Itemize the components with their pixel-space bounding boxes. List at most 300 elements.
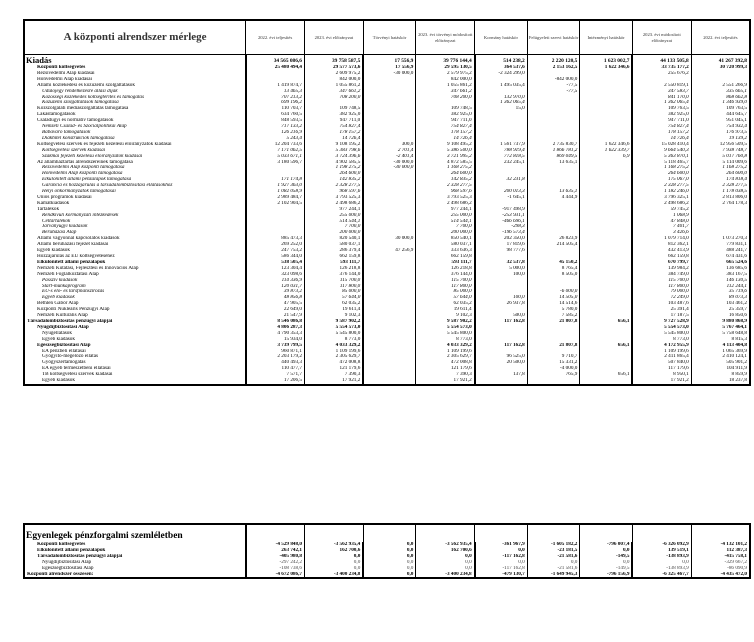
- cell-value: 4 113 404,8: [691, 343, 750, 349]
- cell-value: 0,0: [305, 554, 364, 560]
- cell-value: 5 767 464,1: [691, 325, 750, 331]
- cell-value: 9 587 902,2: [305, 319, 364, 325]
- column-header: Törvényi hatáskör: [363, 20, 416, 55]
- cell-value: 842 000,0: [305, 77, 364, 83]
- row-label: Állami közlekedési és közüzemi szolgáltatások: [24, 83, 246, 89]
- cell-value: 3 793 525,3: [305, 195, 364, 201]
- cell-value: 57 644,0: [305, 295, 364, 301]
- cell-value: 2 498 686,2: [305, 201, 364, 207]
- row-label: Központi Nukleáris Pénzügyi Alap: [24, 307, 246, 313]
- cell-value: 0,0: [580, 560, 633, 566]
- cell-value: 699 196,2: [246, 100, 305, 106]
- cell-value: 174 818,4: [691, 177, 750, 183]
- cell-value: 8 773,0: [305, 337, 364, 343]
- row-label: Egyéb kiadások: [24, 248, 246, 254]
- cell-value: -149,5: [580, 554, 633, 560]
- row-label: Állami vagyonnal kapcsolatos kiadások: [24, 236, 246, 242]
- row-label: Rezsivédelmi Alap kiadásai: [24, 71, 246, 77]
- cell-value: 110 477,7: [246, 366, 305, 372]
- cell-value: 1 182 246,0: [632, 189, 691, 195]
- cell-value: 200 000,0: [416, 230, 475, 236]
- row-label: Rendkívüli kormányzati intézkedések: [24, 213, 246, 219]
- cell-value: 0,0: [363, 554, 416, 560]
- cell-value: 0,0: [632, 560, 691, 566]
- row-label: Gyógyszertámogatás: [24, 360, 246, 366]
- row-label: Nemzeti Kutatási, Fejlesztési és Innovációs Alap: [24, 266, 246, 272]
- cell-value: -298,3: [475, 224, 528, 230]
- cell-value: 9 664 540,3: [632, 148, 691, 154]
- table-body: [24, 55, 750, 385]
- cell-value: -4 529 848,0: [246, 542, 305, 548]
- cell-value: 717 133,2: [246, 124, 305, 130]
- cell-value: 200 000,0: [305, 230, 364, 236]
- cell-value: -23 181,5: [527, 548, 580, 554]
- cell-value: 850 540,1: [416, 236, 475, 242]
- row-label: Hozzájárulás az EU költségvetéséhez: [24, 254, 246, 260]
- cell-value: 8 505,0: [527, 272, 580, 278]
- cell-value: 117 162,8: [475, 319, 528, 325]
- cell-value: -4 672 086,7: [246, 572, 305, 579]
- row-label: Rezsivédelmi Alap központi támogatása: [24, 165, 246, 171]
- cell-value: 779 831,1: [691, 242, 750, 248]
- cell-value: -3 562 935,4: [305, 542, 364, 548]
- cell-value: 247 753,2: [246, 248, 305, 254]
- cell-value: 0,0: [363, 566, 416, 572]
- column-header: Felügyeleti szervi hatáskör: [527, 20, 580, 55]
- row-label: Beruházási Alap: [24, 230, 246, 236]
- row-label: Elkülönített állami pénzalapok támogatása: [24, 177, 246, 183]
- cell-value: 968 597,6: [416, 189, 475, 195]
- cell-value: 1 495 035,4: [475, 83, 528, 89]
- cell-value: 772 818,5: [475, 154, 528, 160]
- cell-value: 6,9: [580, 154, 633, 160]
- cell-value: -117 162,8: [475, 566, 528, 572]
- cell-value: 8 773,0: [632, 337, 691, 343]
- cell-value: -196 573,4: [475, 230, 528, 236]
- cell-value: 0,0: [305, 560, 364, 566]
- cell-value: 0,0: [580, 548, 633, 554]
- row-label: Költségvetési szervek kiadásai: [24, 148, 246, 154]
- cell-value: 432 413,9: [632, 248, 691, 254]
- cell-value: 117 800,0: [416, 284, 475, 290]
- cell-value: 2 153 162,5: [527, 65, 580, 71]
- row-label: Közüzemi szolgáltatások támogatása: [24, 100, 246, 106]
- cell-value: 0,0: [475, 560, 528, 566]
- cell-value: 9 880 868,9: [691, 319, 750, 325]
- cell-value: 0,0: [363, 542, 416, 548]
- cell-value: -297 242,2: [246, 560, 305, 566]
- cell-value: 0,0: [416, 560, 475, 566]
- row-label: Állami beruházási fejezet kiadásai: [24, 242, 246, 248]
- cell-value: 100,0: [475, 272, 528, 278]
- cell-value: 347 661,2: [305, 89, 364, 95]
- row-label: Üdülőjegy rendelkezésre állási díjak: [24, 89, 246, 95]
- cell-value: 8 773,0: [416, 337, 475, 343]
- cell-value: 472 008,8: [305, 360, 364, 366]
- cell-value: 376 144,0: [305, 272, 364, 278]
- cell-value: 136 685,6: [691, 266, 750, 272]
- cell-value: 507 840,0: [632, 360, 691, 366]
- cell-value: 114 336,9: [246, 278, 305, 284]
- row-label: Céltartalékok: [24, 219, 246, 225]
- cell-value: 117 800,0: [632, 284, 691, 290]
- cell-value: -138 893,9: [632, 566, 691, 572]
- row-label: Honvédelmi Alap központi támogatása: [24, 171, 246, 177]
- cell-value: 841 170,0: [632, 95, 691, 101]
- cell-value: [363, 378, 416, 385]
- cell-value: 89 073,3: [691, 295, 750, 301]
- cell-value: 4 806 287,3: [246, 325, 305, 331]
- cell-value: 115 700,0: [305, 278, 364, 284]
- cell-value: 117 162,8: [475, 343, 528, 349]
- cell-value: 112 244,1: [691, 284, 750, 290]
- cell-value: 30 000,0: [363, 236, 416, 242]
- cell-value: 121 179,6: [416, 366, 475, 372]
- cell-value: 39 873,2: [246, 289, 305, 295]
- cell-value: 593 111,7: [305, 260, 364, 266]
- cell-value: 264 600,0: [632, 171, 691, 177]
- cell-value: 0,0: [475, 548, 528, 554]
- cell-value: -77,5: [527, 89, 580, 95]
- cell-value: 868 662,8: [691, 95, 750, 101]
- cell-value: 1 623 002,7: [580, 55, 633, 66]
- cell-value: 0,0: [416, 554, 475, 560]
- cell-value: 85 000,0: [305, 289, 364, 295]
- column-header: 2022. évi teljesítés: [691, 20, 750, 55]
- cell-value: 885 473,3: [246, 236, 305, 242]
- row-label: Bethlen Gábor Alap: [24, 301, 246, 307]
- cell-value: 754 827,4: [416, 124, 475, 130]
- cell-value: 13 465,3: [246, 89, 305, 95]
- cell-value: 1 346 939,0: [691, 100, 750, 106]
- cell-value: 7 390,3: [416, 372, 475, 378]
- cell-value: 14 514,6: [527, 301, 580, 307]
- cell-value: 382 925,0: [416, 112, 475, 118]
- cell-value: 8 950,1: [632, 372, 691, 378]
- cell-value: 2 579 975,2: [416, 71, 475, 77]
- cell-value: -138 893,9: [632, 554, 691, 560]
- cell-value: 1 109 199,6: [416, 349, 475, 355]
- cell-value: 26 937,8: [475, 301, 528, 307]
- row-label: Egészségbiztosítási Alap: [24, 566, 246, 572]
- cell-value: 300,0: [363, 142, 416, 148]
- table-row: [24, 55, 750, 66]
- cell-value: 17 187,5: [632, 313, 691, 319]
- row-label: Elkülönített állami pénzalapok: [24, 548, 246, 554]
- cell-value: 8 546 086,8: [246, 319, 305, 325]
- cell-value: 20 500,0: [475, 360, 528, 366]
- cell-value: 2 305 629,7: [305, 354, 364, 360]
- cell-value: 5 000,0: [475, 266, 528, 272]
- cell-value: 16 850,6: [691, 313, 750, 319]
- cell-value: -4 132 101,2: [691, 542, 750, 548]
- cell-value: 7 401,7: [632, 224, 691, 230]
- cell-value: 1 068,9: [632, 213, 691, 219]
- cell-value: 656,1: [580, 319, 633, 325]
- row-label: Tartalékok: [24, 207, 246, 213]
- cell-value: -405 980,8: [246, 554, 305, 560]
- cell-value: 178 157,2: [416, 130, 475, 136]
- cell-value: 26 823,9: [527, 236, 580, 242]
- cell-value: 0,0: [363, 572, 416, 579]
- cell-value: 264 600,0: [691, 171, 750, 177]
- column-header: 2022. évi teljesítés: [246, 20, 305, 55]
- cell-value: -21 581,6: [527, 566, 580, 572]
- cell-value: 2 550 819,1: [632, 83, 691, 89]
- cell-value: 1 622 339,7: [580, 148, 633, 154]
- cell-value: 383 167,5: [691, 272, 750, 278]
- cell-value: -30 000,0: [363, 165, 416, 171]
- cell-value: 2 701,4: [363, 148, 416, 154]
- row-label: Helyi önkormányzatok támogatásai: [24, 189, 246, 195]
- cell-value: 15,0: [475, 106, 528, 112]
- cell-value: 29 595 130,5: [416, 65, 475, 71]
- cell-value: 117 800,0: [305, 284, 364, 290]
- cell-value: 269 252,0: [246, 242, 305, 248]
- cell-value: 9 587 902,2: [416, 319, 475, 325]
- row-label: Honvédelmi Alap kiadásai: [24, 77, 246, 83]
- row-label: Nyugdíjbiztosítási Alap: [24, 560, 246, 566]
- balance-summary-table: [23, 523, 751, 579]
- cell-value: 72 249,0: [632, 295, 691, 301]
- cell-value: 9 727 528,9: [632, 319, 691, 325]
- cell-value: 8 765,4: [527, 266, 580, 272]
- cell-value: 14 726,4: [632, 136, 691, 142]
- cell-value: 754 932,4: [691, 124, 750, 130]
- cell-value: 7 700,0: [305, 224, 364, 230]
- cell-value: [475, 378, 528, 385]
- row-label: Garancia és hozzájárulás a társadalombiztosítási ellátásokhoz: [24, 183, 246, 189]
- row-label: Nyugdíjbiztosítási Alap: [24, 325, 246, 331]
- cell-value: 662 159,8: [632, 254, 691, 260]
- cell-value: 19 611,4: [416, 307, 475, 313]
- cell-value: 178 157,2: [632, 130, 691, 136]
- cell-value: 2 764 178,3: [691, 201, 750, 207]
- cell-value: 8 859,9: [691, 372, 750, 378]
- cell-value: 7 585,2: [527, 313, 580, 319]
- row-label: EA egyéb természetbeni ellátásai: [24, 366, 246, 372]
- cell-value: 5 033 671,1: [246, 154, 305, 160]
- cell-value: -2 401,4: [363, 154, 416, 160]
- row-label: Szakmai fejezeti kezelésű előirányzatok kiadásai: [24, 154, 246, 160]
- row-label: Egyéb kiadások: [24, 378, 246, 385]
- cell-value: 4 790 353,3: [246, 331, 305, 337]
- cell-value: 21 547,9: [246, 313, 305, 319]
- cell-value: 79 000,0: [632, 289, 691, 295]
- cell-value: 384 749,0: [632, 272, 691, 278]
- cell-value: 5 545 800,0: [416, 331, 475, 337]
- cell-value: -4 000,0: [527, 366, 580, 372]
- cell-value: 662 159,8: [305, 254, 364, 260]
- cell-value: 1 168 275,2: [416, 165, 475, 171]
- cell-value: 132 970,0: [475, 95, 528, 101]
- cell-value: 347 661,2: [416, 89, 475, 95]
- cell-value: -329 667,2: [691, 560, 750, 566]
- cell-value: 812 362,1: [632, 242, 691, 248]
- cell-value: 21 807,8: [527, 319, 580, 325]
- cell-value: 656,1: [580, 372, 633, 378]
- row-label: Uniós programok kiadásai: [24, 195, 246, 201]
- column-header: 2023. évi törvényi módosított előirányzat: [416, 20, 475, 55]
- cell-value: 25 391,4: [632, 307, 691, 313]
- cell-value: 5 363 870,1: [632, 154, 691, 160]
- cell-value: -6 326 092,9: [632, 542, 691, 548]
- cell-value: 35 719,6: [691, 289, 750, 295]
- column-header: 2023. évi módosított előirányzat: [632, 20, 691, 55]
- cell-value: 15 331,2: [527, 360, 580, 366]
- cell-value: -1 645,1: [475, 195, 528, 201]
- cell-value: 765,9: [527, 372, 580, 378]
- cell-value: 115 700,0: [632, 278, 691, 284]
- cell-value: 5 017 760,8: [691, 154, 750, 160]
- cell-value: 2 498 686,2: [632, 201, 691, 207]
- cell-value: 662 159,8: [416, 254, 475, 260]
- cell-value: -86 090,9: [691, 566, 750, 572]
- cell-value: 9 108 495,2: [416, 142, 475, 148]
- cell-value: [527, 378, 580, 385]
- cell-value: 5 118 465,7: [632, 160, 691, 166]
- cell-value: 126 216,9: [246, 130, 305, 136]
- cell-value: 977 244,1: [416, 207, 475, 213]
- cell-value: 634 760,5: [246, 112, 305, 118]
- cell-value: 593 111,7: [416, 260, 475, 266]
- cell-value: 17 556,9: [363, 55, 416, 66]
- cell-value: 2 609 975,2: [305, 71, 364, 77]
- cell-value: 139 519,1: [632, 548, 691, 554]
- cell-value: 1 362 065,4: [475, 100, 528, 106]
- cell-value: -21 581,6: [527, 554, 580, 560]
- cell-value: -1 605 182,2: [527, 542, 580, 548]
- cell-value: 14 726,4: [305, 136, 364, 142]
- row-label: Központi költségvetés: [24, 542, 246, 548]
- cell-value: 255 000,0: [416, 213, 475, 219]
- cell-value: 17 206,5: [246, 378, 305, 385]
- cell-value: 17 556,9: [363, 65, 416, 71]
- cell-value: -917 498,9: [475, 207, 528, 213]
- row-label: Költségvetési szervek és fejezeti kezelésű előirányzatok kiadásai: [24, 142, 246, 148]
- cell-value: 15 028 410,4: [632, 142, 691, 148]
- cell-value: 162 700,6: [416, 548, 475, 554]
- cell-value: 17 921,2: [632, 378, 691, 385]
- cell-value: 1 622 346,6: [580, 65, 633, 71]
- cell-value: 1 866 781,2: [527, 148, 580, 154]
- cell-value: 142 835,2: [305, 177, 364, 183]
- cell-value: 1 419 874,7: [246, 83, 305, 89]
- cell-value: 19 139,2: [691, 136, 750, 142]
- cell-value: 2 735 830,7: [527, 142, 580, 148]
- cell-value: 15 934,0: [246, 337, 305, 343]
- cell-value: 14 726,4: [416, 136, 475, 142]
- cell-value: -466 696,1: [475, 219, 528, 225]
- cell-value: 8 815,3: [691, 337, 750, 343]
- cell-value: 48 856,8: [246, 295, 305, 301]
- cell-value: 3 721 995,2: [416, 154, 475, 160]
- cell-value: 14 505,0: [527, 295, 580, 301]
- cell-value: 2 102 904,5: [246, 201, 305, 207]
- cell-value: 382 925,0: [305, 112, 364, 118]
- cell-value: 9 102,3: [305, 313, 364, 319]
- cell-value: 25 480 494,4: [246, 65, 305, 71]
- cell-value: 3 426,6: [632, 230, 691, 236]
- cell-value: 1 168 275,2: [691, 165, 750, 171]
- cell-value: 1 362 065,4: [632, 100, 691, 106]
- cell-value: -796 156,9: [580, 572, 633, 579]
- cell-value: 44 133 505,8: [632, 55, 691, 66]
- row-label: TB költségvetési szervek kiadásai: [24, 372, 246, 378]
- cell-value: -6 325 467,7: [632, 572, 691, 579]
- row-label: Társadalombiztosítás pénzügyi alapjai: [24, 319, 246, 325]
- cell-value: 960 871,1: [246, 349, 305, 355]
- cell-value: 0,0: [363, 560, 416, 566]
- cell-value: 110 703,7: [246, 106, 305, 112]
- cell-value: 0,0: [527, 560, 580, 566]
- cell-value: 13 635,1: [527, 189, 580, 195]
- balance-row: [24, 572, 750, 579]
- cell-value: 5 554 573,0: [416, 325, 475, 331]
- cell-value: 59 745,2: [632, 207, 691, 213]
- cell-value: 202 350,0: [475, 236, 528, 242]
- cell-value: 41 267 392,8: [691, 55, 750, 66]
- cell-value: 947 711,0: [632, 118, 691, 124]
- cell-value: 47 256,9: [363, 248, 416, 254]
- cell-value: 5 243,4: [246, 136, 305, 142]
- cell-value: 1 198 275,2: [305, 165, 364, 171]
- cell-value: 674 431,6: [691, 254, 750, 260]
- row-label: Kamatkiadások: [24, 201, 246, 207]
- cell-value: -2 324 299,0: [475, 71, 528, 77]
- cell-value: [580, 378, 633, 385]
- cell-value: 580 037,1: [416, 242, 475, 248]
- cell-value: 5 545 800,0: [305, 331, 364, 337]
- cell-value: 472 008,8: [416, 360, 475, 366]
- cell-value: -479 130,7: [475, 572, 528, 579]
- cell-value: -842 000,0: [527, 77, 580, 83]
- cell-value: 9 108 195,2: [305, 142, 364, 148]
- cell-value: 2 328 277,5: [632, 183, 691, 189]
- row-label: Kiadás: [24, 55, 246, 66]
- cell-value: -415 758,1: [691, 554, 750, 560]
- cell-value: 12 204 733,6: [246, 142, 305, 148]
- cell-value: 98 777,6: [475, 248, 528, 254]
- cell-value: -3 562 935,4: [416, 542, 475, 548]
- cell-value: 17 921,2: [416, 378, 475, 385]
- cell-value: 32 231,8: [475, 177, 528, 183]
- cell-value: 2 813 806,0: [691, 195, 750, 201]
- cell-value: 1 055 861,2: [305, 83, 364, 89]
- cell-value: -30 000,0: [363, 160, 416, 166]
- cell-value: 3 724 396,6: [305, 154, 364, 160]
- cell-value: 947 711,0: [416, 118, 475, 124]
- row-label: Nemzeti Kulturális Alap: [24, 313, 246, 319]
- cell-value: 12 956 509,5: [691, 142, 750, 148]
- cell-value: 142 835,2: [416, 177, 475, 183]
- cell-value: 264 600,0: [305, 171, 364, 177]
- column-header: 2023. évi előirányzat: [305, 20, 364, 55]
- cell-value: 13 635,1: [527, 160, 580, 166]
- cell-value: 109 748,5: [416, 106, 475, 112]
- row-label: Társadalombiztosítás pénzügyi alapjai: [24, 554, 246, 560]
- cell-value: 869 049,5: [527, 154, 580, 160]
- row-label: Az államháztartás alrendszereinek támogatása: [24, 160, 246, 166]
- cell-value: 2 551 266,9: [691, 83, 750, 89]
- row-label: Babaváró támogatások: [24, 130, 246, 136]
- cell-value: 264 600,0: [416, 171, 475, 177]
- row-label: Diákhitel konstrukciók támogatása: [24, 136, 246, 142]
- cell-value: 5 758 648,8: [691, 331, 750, 337]
- cell-value: 139 984,2: [632, 266, 691, 272]
- cell-value: 323 098,6: [246, 272, 305, 278]
- cell-value: 39 776 144,4: [416, 55, 475, 66]
